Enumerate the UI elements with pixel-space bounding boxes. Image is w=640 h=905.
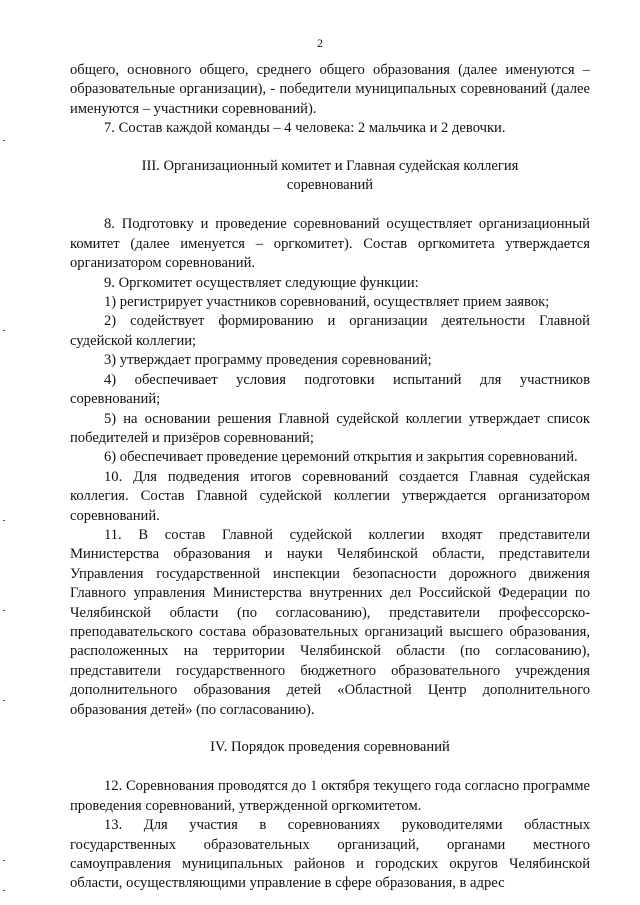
section-4-title: IV. Порядок проведения соревнований [210,739,450,755]
paragraph-9-item-1: 1) регистрирует участников соревнований, осуществляет прием заявок; [104,294,550,311]
paragraph-10: 10. Для подведения итогов соревнований создается Главная судейская коллегия. Состав Главной судейской коллегии утверждается организатором соревнований. [70,468,590,524]
page-number: 2 [317,36,323,50]
paragraph-9-item-5: 5) на основании решения Главной судейской коллегии утверждает список победителей и призёров соревнований; [70,410,590,446]
paragraph-13: 13. Для участия в соревнованиях руководителями областных государственных образовательных организаций, органами местного самоуправления муниципальных районов и городских округов Челябинской области, осуществляющими управление в сфере образования, в адрес [70,817,590,892]
paragraph-9-item-3: 3) утверждает программу проведения соревнований; [104,352,432,369]
section-3-title-line-1: III. Организационный комитет и Главная судейская коллегия [141,157,519,174]
scan-edge-marks [3,0,7,905]
paragraph-9-item-2: 2) содействует формированию и организации деятельности Главной судейской коллегии; [70,313,590,349]
section-3-title-line-2: соревнований [286,177,374,194]
paragraph-9: 9. Оргкомитет осуществляет следующие функции: [104,274,419,291]
paragraph-8: 8. Подготовку и проведение соревнований осуществляет организационный комитет (далее именуется – оргкомитет). Состав оргкомитета утверждается организатором соревнований. [70,216,590,272]
paragraph-9-item-6: 6) обеспечивает проведение церемоний открытия и закрытия соревнований. [104,449,578,466]
paragraph-9-item-4: 4) обеспечивает условия подготовки испытаний для участников соревнований; [70,371,590,408]
document-body [70,61,590,894]
paragraph-11: 11. В состав Главной судейской коллегии входят представители Министерства образования и науки Челябинской области, представители Управления государственной инспекции безопасности дорожного движения Главного управления Министерства внутренних дел Российской Федерации по Челябинской области (по согласованию), представители профессорско-преподавательского состава образовательных организаций высшего образования, расположенных на территории Челябинской области (по согласованию), представители государственного бюджетного образовательного учреждения дополнительного образования детей «Областной Центр дополнительного образования детей» (по согласованию). [70,526,590,718]
paragraph-7: 7. Состав каждой команды – 4 человека: 2 мальчика и 2 девочки. [104,120,506,137]
paragraph-12: 12. Соревнования проводятся до 1 октября текущего года согласно программе проведения соревнований, утвержденной оргкомитетом. [70,778,590,814]
paragraph-continuation: общего, основного общего, среднего общего образования (далее именуются – образовательные организации), - победители муниципальных соревнований (далее именуются – участники соревнований). [70,62,590,117]
